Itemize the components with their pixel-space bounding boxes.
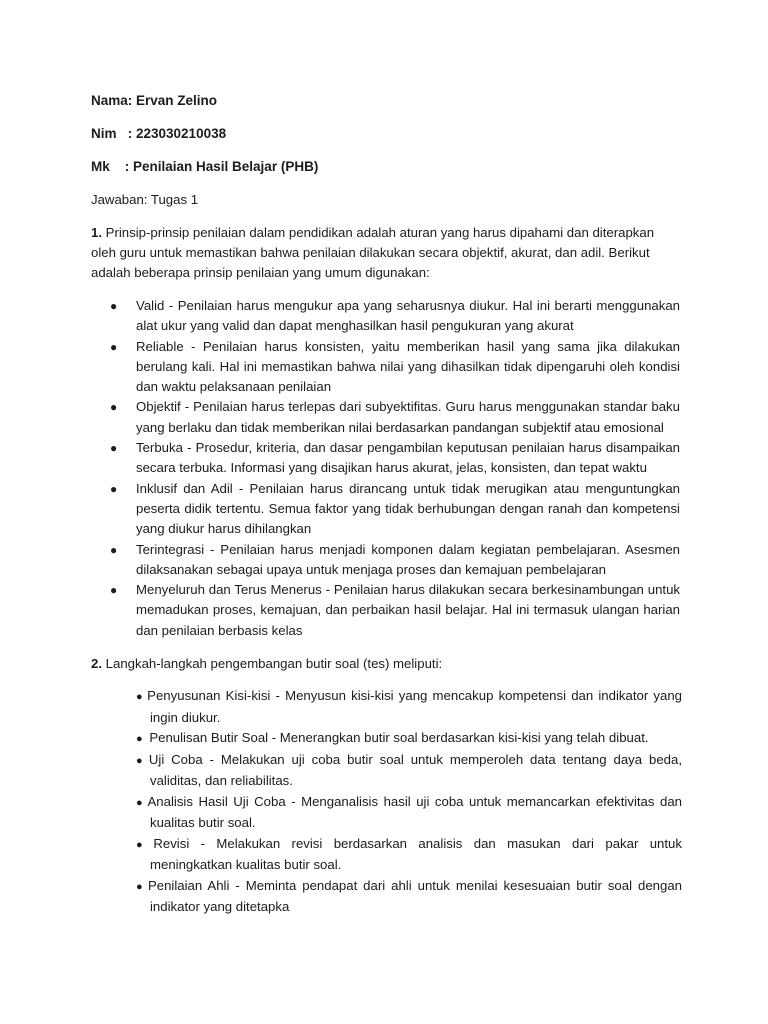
list-item: ● Uji Coba - Melakukan uji coba butir soal untuk memperoleh data tentang daya beda, validitas, dan reliabilitas.: [136, 751, 682, 788]
question-2-intro: [91, 654, 681, 674]
list-item: ● Penyusunan Kisi-kisi - Menyusun kisi-kisi yang mencakup kompetensi dan indikator yang ingin diukur.: [136, 688, 682, 725]
bullet-icon: ●: [110, 481, 118, 496]
list-item: ● Penilaian Ahli - Meminta pendapat dari ahli untuk menilai kesesuaian butir soal dengan indikator yang ditetapka: [136, 877, 682, 914]
list-item: ● Objektif - Penilaian harus terlepas dari subyektifitas. Guru harus menggunakan standar baku yang berlaku dan tidak memberikan nilai berdasarkan pandangan subjektif atau emosional: [110, 399, 680, 435]
list-item: ● Valid - Penilaian harus mengukur apa yang seharusnya diukur. Hal ini berarti menggunakan alat ukur yang valid dan dapat menghasilkan hasil pengukuran yang akurat: [110, 298, 680, 334]
bullet-icon: ●: [136, 838, 151, 851]
question-2-text: Langkah-langkah pengembangan butir soal (tes) meliputi:: [105, 656, 443, 671]
bullet-icon: ●: [136, 754, 146, 767]
list-item: ● Menyeluruh dan Terus Menerus - Penilaian harus dilakukan secara berkesinambungan untuk memadukan proses, kemajuan, dan perbaikan hasil belajar. Hal ini termasuk ulangan harian dan penilaian berbasis kelas: [110, 582, 680, 638]
bullet-icon: ●: [110, 441, 118, 456]
question-1-text: Prinsip-prinsip penilaian dalam pendidikan adalah aturan yang harus dipahami dan diterapkan oleh guru untuk memastikan bahwa penilaian dilakukan secara objektif, akurat, dan adil. Berikut adalah beberapa prinsip penilaian yang umum digunakan:: [91, 225, 655, 280]
list-item: ● Inklusif dan Adil - Penilaian harus dirancang untuk tidak merugikan atau menguntungkan peserta didik tertentu. Semua faktor yang tidak berhubungan dengan ranah dan kompetensi yang diukur harus dihilangkan: [110, 480, 680, 537]
bullet-icon: ●: [136, 691, 145, 703]
principles-list: [110, 296, 680, 641]
course-name: Mk : Penilaian Hasil Belajar (PHB): [91, 159, 319, 174]
bullet-icon: ●: [136, 733, 143, 745]
list-item: ● Revisi - Melakukan revisi berdasarkan analisis dan masukan dari pakar untuk meningkatkan kualitas butir soal.: [136, 835, 682, 872]
question-2-number: 2.: [91, 656, 102, 671]
bullet-icon: ●: [110, 339, 118, 354]
student-name: Nama: Ervan Zelino: [91, 93, 218, 108]
question-1-intro: [91, 223, 681, 283]
list-item: ● Reliable - Penilaian harus konsisten, yaitu memberikan hasil yang sama jika dilakukan berulang kali. Hal ini memastikan bahwa nilai yang dihasilkan tidak dipengaruhi oleh kondisi dan waktu pelaksanaan penilaian: [110, 338, 680, 395]
bullet-icon: ●: [136, 880, 145, 893]
bullet-icon: ●: [110, 299, 118, 313]
bullet-icon: ●: [110, 400, 118, 415]
list-item: ● Terintegrasi - Penilaian harus menjadi komponen dalam kegiatan pembelajaran. Asesmen dilaksanakan sebagai upaya untuk menjaga proses dan kemajuan pembelajaran: [110, 541, 680, 577]
student-nim: Nim : 223030210038: [91, 126, 227, 141]
list-item: ● Analisis Hasil Uji Coba - Menganalisis hasil uji coba untuk memancarkan efektivitas dan kualitas butir soal.: [136, 793, 682, 830]
bullet-icon: ●: [136, 796, 145, 809]
list-item: ● Penulisan Butir Soal - Menerangkan butir soal berdasarkan kisi-kisi yang telah dibuat.: [136, 730, 649, 745]
bullet-icon: ●: [110, 542, 118, 557]
list-item: ● Terbuka - Prosedur, kriteria, dan dasar pengambilan keputusan penilaian harus disampaikan secara terbuka. Informasi yang disajikan harus akurat, jelas, konsisten, dan tepat waktu: [110, 440, 680, 476]
bullet-icon: ●: [110, 583, 118, 598]
answer-title: Jawaban: Tugas 1: [91, 192, 199, 207]
question-1-number: 1.: [91, 225, 102, 240]
steps-list: [126, 686, 682, 918]
